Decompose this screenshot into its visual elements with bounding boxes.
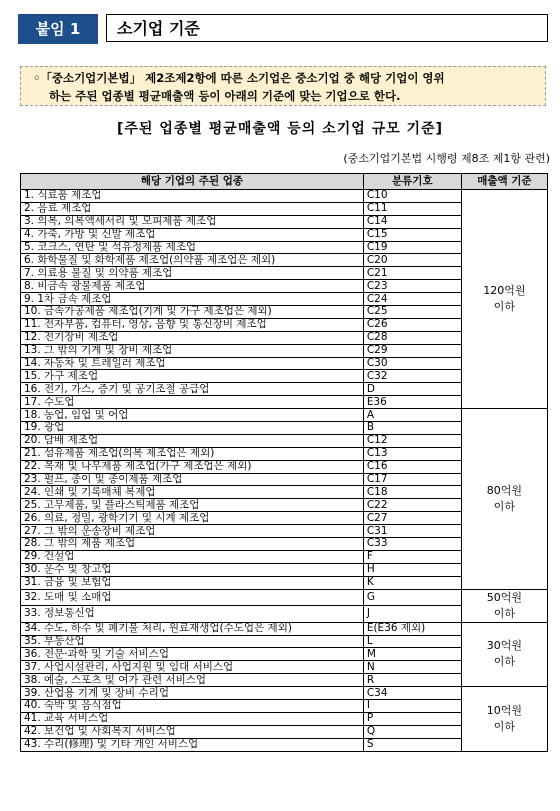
industry-cell: 13. 그 밖의 기계 및 장비 제조업: [21, 344, 364, 357]
code-cell: C24: [363, 293, 461, 306]
industry-cell: 40. 숙박 및 음식점업: [21, 699, 364, 712]
table-row: [21, 687, 548, 700]
criteria-table: [20, 173, 548, 752]
industry-cell: 1. 식료품 제조업: [21, 190, 364, 203]
criterion-cell: [461, 589, 547, 622]
industry-cell: 15. 가구 제조업: [21, 370, 364, 383]
code-cell: B: [363, 422, 461, 435]
code-cell: C10: [363, 190, 461, 203]
industry-cell: 21. 섬유제품 제조업(의복 제조업은 제외): [21, 447, 364, 460]
notice-line-2: 하는 주된 업종별 평균매출액 등이 아래의 기준에 맞는 기업으로 한다.: [49, 89, 401, 103]
industry-cell: 22. 목재 및 나무제품 제조업(가구 제조업은 제외): [21, 460, 364, 473]
code-cell: C13: [363, 447, 461, 460]
table-row: [21, 409, 548, 422]
code-cell: C30: [363, 357, 461, 370]
criterion-amount: 80억원: [486, 483, 523, 497]
industry-cell: 6. 화학물질 및 화학제품 제조업(의약품 제조업은 제외): [21, 254, 364, 267]
code-cell: N: [363, 661, 461, 674]
industry-cell: 28. 그 밖의 제품 제조업: [21, 538, 364, 551]
industry-cell: 42. 보건업 및 사회복지 서비스업: [21, 725, 364, 738]
industry-cell: 43. 수리(修理) 및 기타 개인 서비스업: [21, 738, 364, 751]
industry-cell: 11. 전자부품, 컴퓨터, 영상, 음향 및 통신장비 제조업: [21, 318, 364, 331]
industry-cell: 4. 가죽, 가방 및 신발 제조업: [21, 228, 364, 241]
code-cell: C23: [363, 280, 461, 293]
document-title: 소기업 기준: [106, 14, 548, 42]
column-header-code: 분류기호: [363, 174, 461, 190]
criterion-cell: [461, 409, 547, 589]
code-cell: C22: [363, 499, 461, 512]
table-row: [21, 589, 548, 606]
industry-cell: 19. 광업: [21, 422, 364, 435]
code-cell: C33: [363, 538, 461, 551]
code-cell: C29: [363, 344, 461, 357]
industry-cell: 17. 수도업: [21, 396, 364, 409]
code-cell: A: [363, 409, 461, 422]
code-cell: C18: [363, 486, 461, 499]
industry-cell: 27. 그 밖의 운송장비 제조업: [21, 525, 364, 538]
industry-cell: 18. 농업, 임업 및 어업: [21, 409, 364, 422]
code-cell: C17: [363, 473, 461, 486]
criterion-cell: [461, 687, 547, 751]
code-cell: Q: [363, 725, 461, 738]
criterion-qualifier: 이하: [493, 300, 516, 314]
code-cell: C34: [363, 687, 461, 700]
industry-cell: 38. 예술, 스포츠 및 여가 관련 서비스업: [21, 674, 364, 687]
industry-cell: 29. 건설업: [21, 550, 364, 563]
criterion-cell: [461, 622, 547, 686]
industry-cell: 3. 의복, 의복액세서리 및 모피제품 제조업: [21, 215, 364, 228]
code-cell: C12: [363, 434, 461, 447]
criterion-amount: 30억원: [486, 639, 523, 653]
code-cell: C19: [363, 241, 461, 254]
industry-cell: 36. 전문·과학 및 기술 서비스업: [21, 648, 364, 661]
industry-cell: 12. 전기장비 제조업: [21, 331, 364, 344]
code-cell: D: [363, 383, 461, 396]
industry-cell: 30. 운수 및 창고업: [21, 563, 364, 576]
industry-cell: 25. 고무제품, 및 플라스틱제품 제조업: [21, 499, 364, 512]
code-cell: C15: [363, 228, 461, 241]
criterion-qualifier: 이하: [493, 499, 516, 513]
industry-cell: 7. 의료용 물질 및 의약품 제조업: [21, 267, 364, 280]
code-cell: G: [363, 589, 461, 606]
industry-cell: 39. 산업용 기계 및 장비 수리업: [21, 687, 364, 700]
code-cell: E(E36 제외): [363, 622, 461, 635]
code-cell: C16: [363, 460, 461, 473]
table-title: [주된 업종별 평균매출액 등의 소기업 규모 기준]: [117, 121, 443, 137]
notice-line-1: ◦「중소기업기본법」 제2조제2항에 따른 소기업은 중소기업 중 해당 기업이 영위: [33, 71, 445, 85]
criterion-qualifier: 이하: [493, 606, 516, 620]
industry-cell: 10. 금속가공제품 제조업(기계 및 가구 제조업은 제외): [21, 306, 364, 319]
industry-cell: 37. 사업시설관리, 사업지원 및 임대 서비스업: [21, 661, 364, 674]
industry-cell: 8. 비금속 광물제품 제조업: [21, 280, 364, 293]
criterion-qualifier: 이하: [493, 719, 516, 733]
code-cell: P: [363, 712, 461, 725]
notice-box: [20, 66, 546, 106]
criterion-amount: 50억원: [486, 590, 523, 604]
industry-cell: 41. 교육 서비스업: [21, 712, 364, 725]
code-cell: C25: [363, 306, 461, 319]
industry-cell: 2. 음료 제조업: [21, 202, 364, 215]
code-cell: C20: [363, 254, 461, 267]
criterion-amount: 120억원: [483, 284, 526, 298]
code-cell: C21: [363, 267, 461, 280]
code-cell: M: [363, 648, 461, 661]
code-cell: C31: [363, 525, 461, 538]
industry-cell: 9. 1차 금속 제조업: [21, 293, 364, 306]
table-row: [21, 622, 548, 635]
code-cell: C28: [363, 331, 461, 344]
legal-reference: (중소기업기본법 시행령 제8조 제1항 관련): [343, 152, 550, 165]
code-cell: F: [363, 550, 461, 563]
code-cell: E36: [363, 396, 461, 409]
industry-cell: 26. 의료, 정밀, 광학기기 및 시계 제조업: [21, 512, 364, 525]
code-cell: R: [363, 674, 461, 687]
code-cell: K: [363, 576, 461, 589]
table-row: [21, 190, 548, 203]
industry-cell: 33. 정보통신업: [21, 606, 364, 623]
code-cell: J: [363, 606, 461, 623]
industry-cell: 31. 금융 및 보험업: [21, 576, 364, 589]
code-cell: H: [363, 563, 461, 576]
code-cell: L: [363, 635, 461, 648]
industry-cell: 16. 전기, 가스, 증기 및 공기조절 공급업: [21, 383, 364, 396]
industry-cell: 5. 코크스, 연탄 및 석유정제품 제조업: [21, 241, 364, 254]
industry-cell: 20. 담배 제조업: [21, 434, 364, 447]
code-cell: C26: [363, 318, 461, 331]
code-cell: C14: [363, 215, 461, 228]
industry-cell: 14. 자동차 및 트레일러 제조업: [21, 357, 364, 370]
criterion-cell: [461, 190, 547, 409]
industry-cell: 32. 도매 및 소매업: [21, 589, 364, 606]
document-header: [18, 14, 548, 44]
appendix-badge: 붙임 1: [18, 14, 98, 44]
code-cell: C32: [363, 370, 461, 383]
table-header-row: [21, 174, 548, 190]
industry-cell: 34. 수도, 하수 및 폐기물 처리, 원료재생업(수도업은 제외): [21, 622, 364, 635]
code-cell: S: [363, 738, 461, 751]
table-body: [21, 190, 548, 752]
industry-cell: 24. 인쇄 및 기록매체 복제업: [21, 486, 364, 499]
column-header-industry: 해당 기업의 주된 업종: [21, 174, 364, 190]
code-cell: I: [363, 699, 461, 712]
code-cell: C11: [363, 202, 461, 215]
criterion-qualifier: 이하: [493, 655, 516, 669]
criterion-amount: 10억원: [486, 703, 523, 717]
code-cell: C27: [363, 512, 461, 525]
industry-cell: 35. 부동산업: [21, 635, 364, 648]
industry-cell: 23. 펄프, 종이 및 종이제품 제조업: [21, 473, 364, 486]
column-header-criterion: 매출액 기준: [461, 174, 547, 190]
